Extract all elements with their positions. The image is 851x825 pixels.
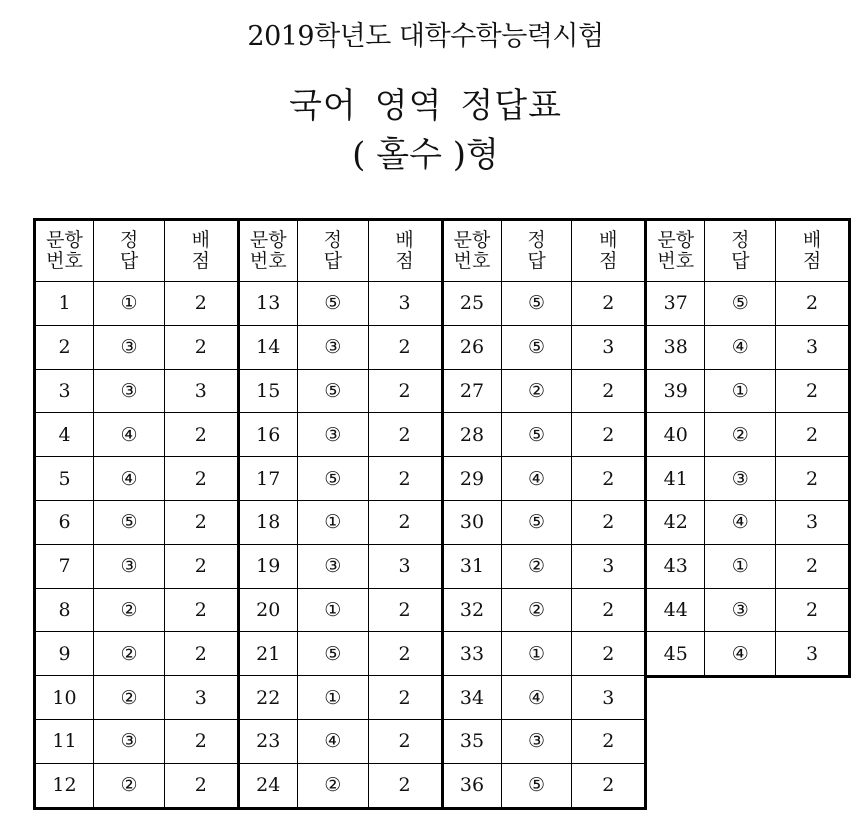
- correct-answer: ④: [705, 632, 776, 677]
- header-number: [238, 220, 297, 282]
- header-number-line1: 문항: [46, 229, 83, 251]
- header-points: 배 점: [776, 220, 850, 282]
- table-row: [35, 544, 239, 588]
- table-row: [238, 325, 442, 369]
- correct-answer: ③: [705, 457, 776, 501]
- question-number: 7: [35, 544, 94, 588]
- points-value: 2: [164, 500, 238, 544]
- question-number: 12: [35, 763, 94, 808]
- question-number: 5: [35, 457, 94, 501]
- table-row: [35, 632, 239, 676]
- question-number: 22: [238, 676, 297, 720]
- points-value: 3: [776, 500, 850, 544]
- table-row: [238, 676, 442, 720]
- correct-answer: ①: [501, 632, 572, 676]
- points-value: 2: [368, 676, 442, 720]
- header-number: [646, 220, 705, 282]
- table-row: [646, 588, 850, 632]
- correct-answer: ②: [94, 676, 165, 720]
- correct-answer: ④: [705, 325, 776, 369]
- table-row: [646, 457, 850, 501]
- table-row: [238, 588, 442, 632]
- points-value: 2: [368, 588, 442, 632]
- header-points: 배 점: [368, 220, 442, 282]
- correct-answer: ④: [94, 413, 165, 457]
- table-row: [238, 457, 442, 501]
- question-number: 40: [646, 413, 705, 457]
- points-value: 2: [572, 588, 646, 632]
- table-row: [238, 544, 442, 588]
- subject-word-1: 국어: [289, 86, 357, 126]
- points-value: 2: [776, 369, 850, 413]
- points-value: 2: [164, 325, 238, 369]
- header-row: [35, 220, 239, 282]
- correct-answer: ③: [94, 544, 165, 588]
- points-value: 2: [776, 544, 850, 588]
- table-row: [442, 282, 646, 326]
- table-row: [442, 413, 646, 457]
- exam-title: 2019학년도 대학수학능력시험: [247, 21, 604, 52]
- table-row: [238, 413, 442, 457]
- header-answer: 정 답: [501, 220, 572, 282]
- header-number-line2: 번호: [657, 250, 695, 272]
- header-row: [442, 220, 646, 282]
- header-number-line1: 문항: [453, 229, 491, 251]
- table-row: [238, 719, 442, 763]
- table-row: [35, 719, 239, 763]
- correct-answer: ⑤: [501, 763, 572, 808]
- table-row: [646, 632, 850, 677]
- points-value: 2: [368, 632, 442, 676]
- table-row: [646, 500, 850, 544]
- points-value: 2: [572, 632, 646, 676]
- table-row: [238, 369, 442, 413]
- question-number: 38: [646, 325, 705, 369]
- correct-answer: ①: [297, 500, 368, 544]
- table-row: [442, 325, 646, 369]
- question-number: 39: [646, 369, 705, 413]
- table-row: [35, 588, 239, 632]
- correct-answer: ①: [94, 282, 165, 326]
- points-value: 3: [164, 369, 238, 413]
- points-value: 2: [572, 369, 646, 413]
- correct-answer: ⑤: [94, 500, 165, 544]
- points-value: 3: [572, 676, 646, 720]
- correct-answer: ③: [94, 369, 165, 413]
- correct-answer: ⑤: [501, 282, 572, 326]
- points-value: 2: [368, 763, 442, 808]
- table-row: [238, 632, 442, 676]
- question-number: 17: [238, 457, 297, 501]
- correct-answer: ③: [297, 325, 368, 369]
- table-row: [35, 457, 239, 501]
- table-row: [35, 325, 239, 369]
- table-row: [442, 763, 646, 808]
- question-number: 25: [442, 282, 501, 326]
- points-value: 2: [572, 719, 646, 763]
- question-number: 37: [646, 282, 705, 326]
- question-number: 28: [442, 413, 501, 457]
- header-answer: 정 답: [705, 220, 776, 282]
- points-value: 2: [164, 413, 238, 457]
- correct-answer: ①: [705, 544, 776, 588]
- points-value: 2: [572, 500, 646, 544]
- correct-answer: ⑤: [705, 282, 776, 326]
- correct-answer: ②: [501, 588, 572, 632]
- question-number: 16: [238, 413, 297, 457]
- table-row: [35, 282, 239, 326]
- points-value: 2: [164, 632, 238, 676]
- correct-answer: ③: [297, 544, 368, 588]
- answer-key-table: [33, 218, 851, 810]
- header-points: 배 점: [572, 220, 646, 282]
- correct-answer: ②: [501, 544, 572, 588]
- points-value: 2: [776, 413, 850, 457]
- correct-answer: ⑤: [297, 369, 368, 413]
- correct-answer: ②: [705, 413, 776, 457]
- question-number: 11: [35, 719, 94, 763]
- header-number: [442, 220, 501, 282]
- points-value: 3: [368, 282, 442, 326]
- table-row: [35, 763, 239, 808]
- points-value: 2: [776, 457, 850, 501]
- header-number-line2: 번호: [453, 250, 491, 272]
- points-value: 2: [368, 719, 442, 763]
- question-number: 41: [646, 457, 705, 501]
- points-value: 2: [776, 282, 850, 326]
- question-number: 8: [35, 588, 94, 632]
- question-number: 1: [35, 282, 94, 326]
- table-row: [238, 500, 442, 544]
- correct-answer: ③: [501, 719, 572, 763]
- question-number: 27: [442, 369, 501, 413]
- correct-answer: ⑤: [501, 413, 572, 457]
- header-number-line1: 문항: [249, 229, 287, 251]
- question-number: 10: [35, 676, 94, 720]
- table-row: [442, 500, 646, 544]
- correct-answer: ③: [94, 325, 165, 369]
- question-number: 14: [238, 325, 297, 369]
- correct-answer: ④: [297, 719, 368, 763]
- points-value: 2: [572, 457, 646, 501]
- table-row: [646, 282, 850, 326]
- table-row: [646, 325, 850, 369]
- header-row: [238, 220, 442, 282]
- points-value: 2: [572, 763, 646, 808]
- correct-answer: ③: [94, 719, 165, 763]
- subject-word-3: 정답표: [460, 86, 562, 126]
- subject-word-2: 영역: [374, 86, 443, 126]
- points-value: 3: [572, 544, 646, 588]
- table-row: [442, 719, 646, 763]
- table-row: [646, 413, 850, 457]
- points-value: 2: [164, 544, 238, 588]
- correct-answer: ⑤: [297, 632, 368, 676]
- points-value: 2: [368, 369, 442, 413]
- table-row: [35, 413, 239, 457]
- header-number-line2: 번호: [46, 250, 83, 272]
- table-row: [35, 500, 239, 544]
- question-number: 45: [646, 632, 705, 677]
- points-value: 2: [164, 588, 238, 632]
- points-value: 2: [368, 413, 442, 457]
- question-number: 36: [442, 763, 501, 808]
- question-number: 2: [35, 325, 94, 369]
- question-number: 34: [442, 676, 501, 720]
- table-row: [442, 676, 646, 720]
- table-row: [442, 544, 646, 588]
- table-row: [646, 544, 850, 588]
- table-row: [442, 632, 646, 676]
- question-number: 32: [442, 588, 501, 632]
- points-value: 3: [368, 544, 442, 588]
- question-number: 21: [238, 632, 297, 676]
- points-value: 2: [368, 457, 442, 501]
- question-number: 13: [238, 282, 297, 326]
- question-number: 4: [35, 413, 94, 457]
- header-answer: 정 답: [297, 220, 368, 282]
- table-row: [646, 369, 850, 413]
- correct-answer: ②: [94, 588, 165, 632]
- question-number: 20: [238, 588, 297, 632]
- correct-answer: ①: [297, 588, 368, 632]
- question-number: 26: [442, 325, 501, 369]
- answer-block-4: [644, 218, 851, 678]
- question-number: 31: [442, 544, 501, 588]
- correct-answer: ③: [705, 588, 776, 632]
- correct-answer: ②: [297, 763, 368, 808]
- question-number: 44: [646, 588, 705, 632]
- question-number: 3: [35, 369, 94, 413]
- correct-answer: ④: [501, 676, 572, 720]
- question-number: 43: [646, 544, 705, 588]
- question-number: 19: [238, 544, 297, 588]
- table-row: [35, 676, 239, 720]
- correct-answer: ④: [501, 457, 572, 501]
- correct-answer: ⑤: [297, 282, 368, 326]
- table-row: [442, 369, 646, 413]
- points-value: 2: [572, 413, 646, 457]
- correct-answer: ⑤: [501, 325, 572, 369]
- question-number: 9: [35, 632, 94, 676]
- correct-answer: ⑤: [297, 457, 368, 501]
- correct-answer: ②: [501, 369, 572, 413]
- header-number-line2: 번호: [249, 250, 287, 272]
- points-value: 2: [164, 719, 238, 763]
- correct-answer: ③: [297, 413, 368, 457]
- question-number: 15: [238, 369, 297, 413]
- correct-answer: ⑤: [501, 500, 572, 544]
- question-number: 18: [238, 500, 297, 544]
- question-number: 24: [238, 763, 297, 808]
- question-number: 42: [646, 500, 705, 544]
- question-number: 29: [442, 457, 501, 501]
- table-row: [35, 369, 239, 413]
- points-value: 2: [164, 282, 238, 326]
- question-number: 23: [238, 719, 297, 763]
- header-number: [35, 220, 94, 282]
- points-value: 2: [368, 325, 442, 369]
- header-number-line1: 문항: [657, 229, 695, 251]
- correct-answer: ①: [705, 369, 776, 413]
- points-value: 3: [776, 325, 850, 369]
- question-number: 30: [442, 500, 501, 544]
- correct-answer: ④: [705, 500, 776, 544]
- points-value: 2: [164, 763, 238, 808]
- table-row: [442, 588, 646, 632]
- points-value: 2: [776, 588, 850, 632]
- points-value: 3: [572, 325, 646, 369]
- header-points: 배 점: [164, 220, 238, 282]
- answer-block-2: [237, 218, 444, 810]
- answer-block-1: [33, 218, 240, 810]
- table-row: [238, 282, 442, 326]
- correct-answer: ①: [297, 676, 368, 720]
- question-number: 35: [442, 719, 501, 763]
- question-number: 6: [35, 500, 94, 544]
- correct-answer: ④: [94, 457, 165, 501]
- points-value: 2: [368, 500, 442, 544]
- header-row: [646, 220, 850, 282]
- header-answer: 정 답: [94, 220, 165, 282]
- subject-title: [0, 78, 851, 127]
- points-value: 3: [164, 676, 238, 720]
- exam-type-label: ( 홀수 )형: [352, 135, 499, 175]
- question-number: 33: [442, 632, 501, 676]
- points-value: 2: [164, 457, 238, 501]
- points-value: 2: [572, 282, 646, 326]
- points-value: 3: [776, 632, 850, 677]
- answer-block-3: [441, 218, 648, 810]
- table-row: [238, 763, 442, 808]
- table-row: [442, 457, 646, 501]
- correct-answer: ②: [94, 763, 165, 808]
- correct-answer: ②: [94, 632, 165, 676]
